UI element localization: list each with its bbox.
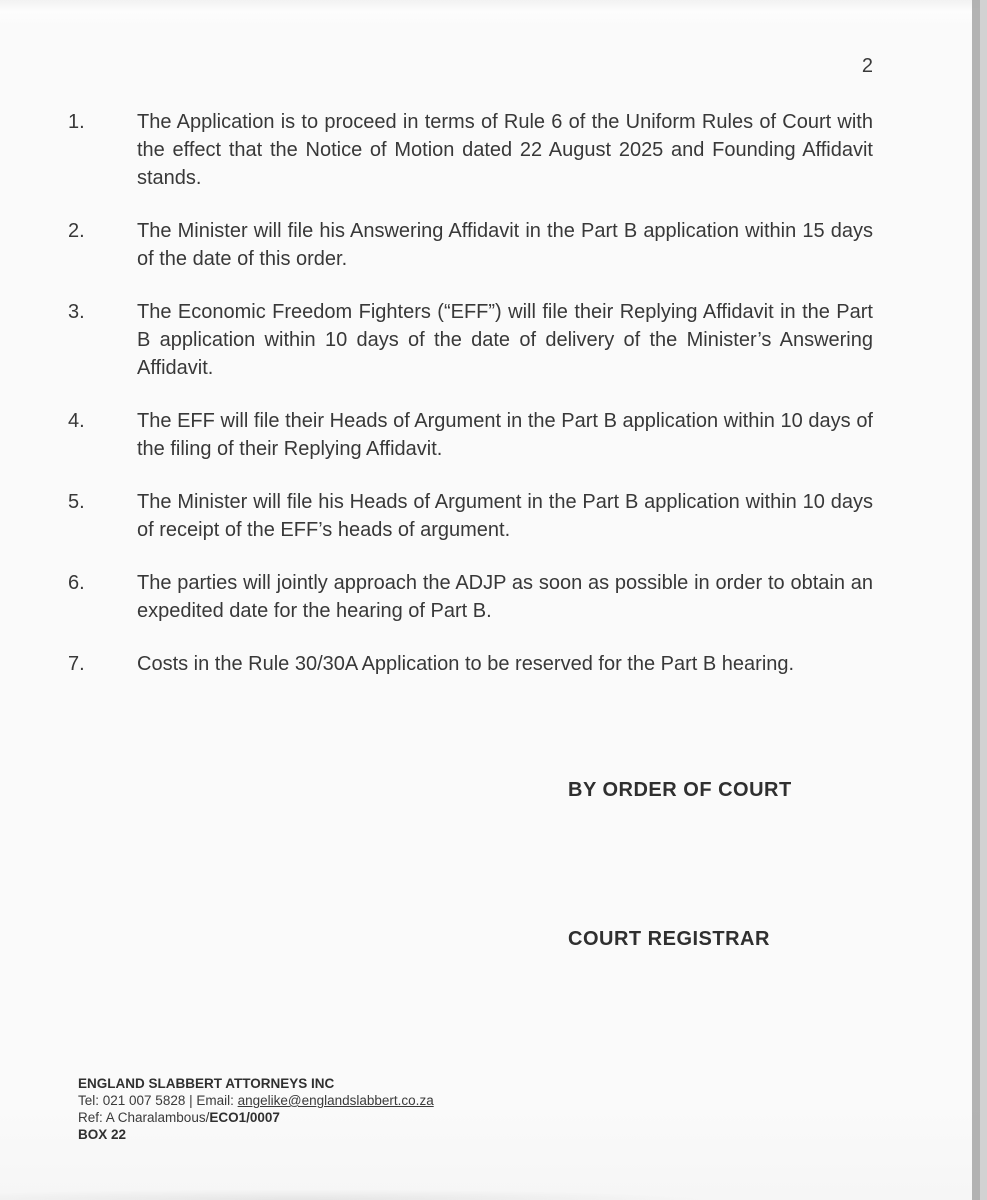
scanner-bottom-shadow	[0, 1184, 987, 1200]
attorney-firm-name: ENGLAND SLABBERT ATTORNEYS INC	[78, 1076, 335, 1091]
order-item-text: The Minister will file his Heads of Argument in the Part B application within 10 days of receipt of the EFF’s heads of argument.	[137, 491, 873, 541]
attorney-ref-prefix: Ref: A Charalambous/	[78, 1110, 210, 1125]
order-item-number: 4.	[68, 410, 85, 432]
order-item-number: 3.	[68, 301, 85, 323]
order-item-2	[68, 217, 873, 273]
order-item-3	[68, 298, 873, 382]
attorney-ref-line	[78, 1109, 873, 1126]
order-item-5	[68, 488, 873, 544]
order-item-7	[68, 650, 873, 678]
order-item-text: The Application is to proceed in terms of Rule 6 of the Uniform Rules of Court with the effect that the Notice of Motion dated 22 August 2025 and Founding Affidavit stands.	[137, 111, 873, 189]
order-item-text: The EFF will file their Heads of Argument in the Part B application within 10 days of the filing of their Replying Affidavit.	[137, 410, 873, 460]
order-item-number: 5.	[68, 491, 85, 513]
order-item-text: Costs in the Rule 30/30A Application to be reserved for the Part B hearing.	[137, 653, 795, 675]
order-item-6	[68, 569, 873, 625]
order-item-4	[68, 407, 873, 463]
order-item-number: 2.	[68, 220, 85, 242]
order-item-number: 1.	[68, 111, 85, 133]
attorney-ref-code: ECO1/0007	[209, 1110, 280, 1125]
court-order-list	[68, 108, 873, 678]
court-registrar-heading: COURT REGISTRAR	[568, 928, 770, 950]
attorney-box-number: BOX 22	[78, 1127, 127, 1142]
page-number: 2	[861, 55, 873, 77]
order-item-number: 6.	[68, 572, 85, 594]
by-order-of-court-heading: BY ORDER OF COURT	[568, 779, 792, 801]
attorney-footer	[78, 1075, 873, 1143]
order-item-number: 7.	[68, 653, 85, 675]
order-item-text: The parties will jointly approach the ADJP as soon as possible in order to obtain an expedited date for the hearing of Part B.	[137, 572, 873, 622]
attorney-contact-line	[78, 1092, 873, 1109]
order-item-1	[68, 108, 873, 192]
attorney-tel-email-prefix: Tel: 021 007 5828 | Email:	[78, 1093, 238, 1108]
attorney-email-link[interactable]: angelike@englandslabbert.co.za	[237, 1093, 434, 1108]
order-item-text: The Economic Freedom Fighters (“EFF”) will file their Replying Affidavit in the Part B application within 10 days of the date of delivery of the Minister’s Answering Affidavit.	[137, 301, 873, 379]
order-item-text: The Minister will file his Answering Affidavit in the Part B application within 15 days of the date of this order.	[137, 220, 873, 270]
